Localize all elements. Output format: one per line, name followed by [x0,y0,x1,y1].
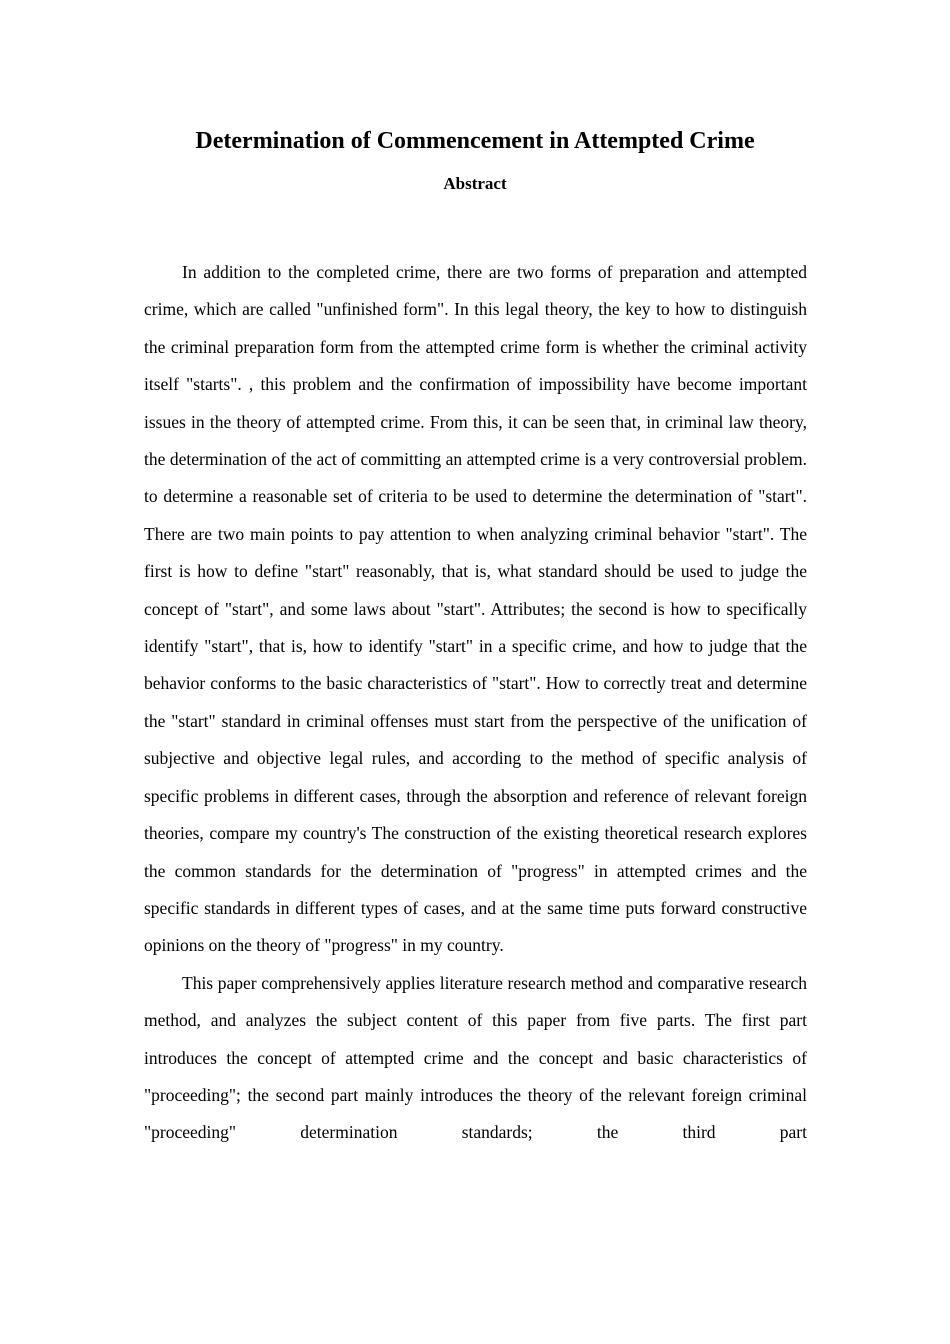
document-title: Determination of Commencement in Attempted Crime [195,128,755,154]
abstract-heading: Abstract [443,174,507,193]
abstract-paragraph-1: In addition to the completed crime, there are two forms of preparation and attempted crime, which are called "unfinished form". In this legal theory, the key to how to distinguish the criminal preparation form from the attempted crime form is whether the criminal activity itself "starts". , this problem and the confirmation of impossibility have become important issues in the theory of attempted crime. From this, it can be seen that, in criminal law theory, the determination of the act of committing an attempted crime is a very controversial problem. to determine a reasonable set of criteria to be used to determine the determination of "start". There are two main points to pay attention to when analyzing criminal behavior "start". The first is how to define "start" reasonably, that is, what standard should be used to judge the concept of "start", and some laws about "start". Attributes; the second is how to specifically identify "start", that is, how to identify "start" in a specific crime, and how to judge that the behavior conforms to the basic characteristics of "start". How to correctly treat and determine the "start" standard in criminal offenses must start from the perspective of the unification of subjective and objective legal rules, and according to the method of specific analysis of specific problems in different cases, through the absorption and reference of relevant foreign theories, compare my country's The construction of the existing theoretical research explores the common standards for the determination of "progress" in attempted crimes and the specific standards in different types of cases, and at the same time puts forward constructive opinions on the theory of "progress" in my country. [144,262,807,956]
abstract-paragraph-2: This paper comprehensively applies literature research method and comparative research method, and analyzes the subject content of this paper from five parts. The first part introduces the concept of attempted crime and the concept and basic characteristics of "proceeding"; the second part mainly introduces the theory of the relevant foreign criminal "proceeding" determination standards; the third part [144,972,807,1143]
abstract-body [144,254,807,1152]
